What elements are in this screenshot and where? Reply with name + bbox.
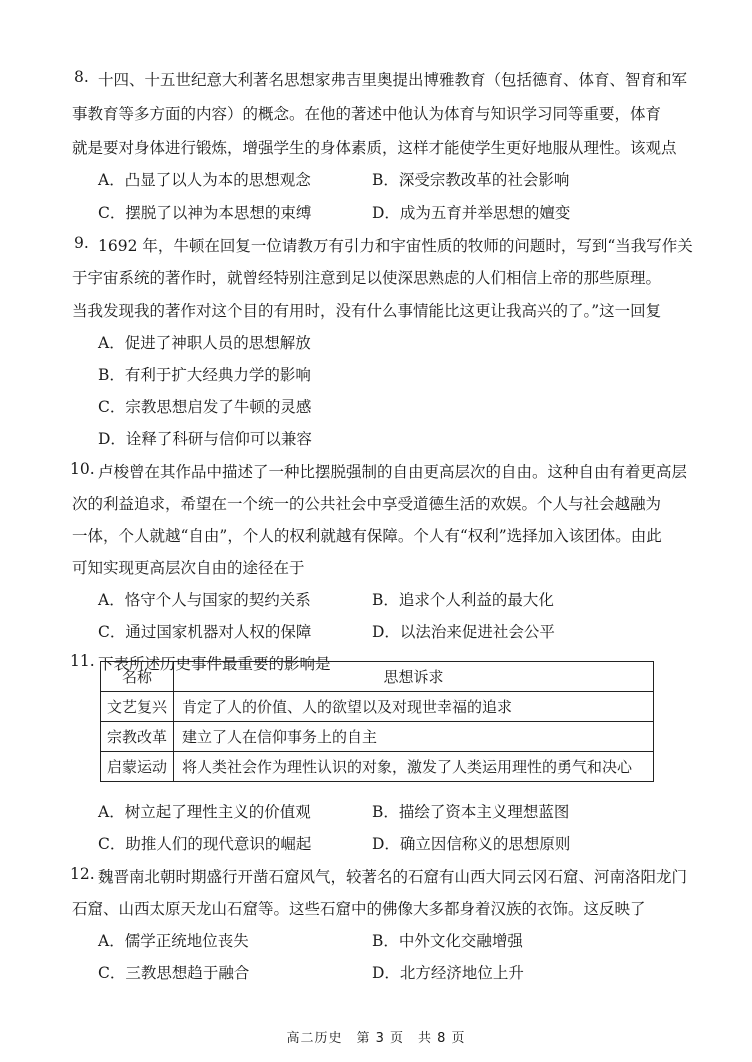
question-number: 9. — [74, 234, 89, 252]
option-c[interactable]: C．助推人们的现代意识的崛起 — [98, 835, 312, 853]
option-d[interactable]: D．以法治来促进社会公平 — [372, 623, 555, 641]
question-text-line: 魏晋南北朝时期盛行开凿石窟风气，较著名的石窟有山西大同云冈石窟、河南洛阳龙门 — [98, 868, 688, 886]
table-row — [101, 752, 654, 782]
option-b[interactable]: B．追求个人利益的最大化 — [372, 591, 554, 609]
option-b[interactable]: B．描绘了资本主义理想蓝图 — [372, 803, 570, 821]
page-footer: 高二历史 第 3 页 共 8 页 — [286, 1031, 466, 1046]
option-c[interactable]: C．通过国家机器对人权的保障 — [98, 623, 312, 641]
table-header-cell: 名称 — [101, 662, 174, 692]
option-a[interactable]: A．儒学正统地位丧失 — [98, 932, 249, 950]
option-a[interactable]: A．树立起了理性主义的价值观 — [98, 803, 311, 821]
option-c[interactable]: C．宗教思想启发了牛顿的灵感 — [98, 398, 312, 416]
option-d[interactable]: D．确立因信称义的思想原则 — [372, 835, 571, 853]
question-text-line: 1692 年，牛顿在回复一位请教万有引力和宇宙性质的牧师的问题时，写到“当我写作关 — [98, 237, 693, 255]
option-a[interactable]: A．凸显了以人为本的思想观念 — [98, 171, 311, 189]
question-text-line: 次的利益追求，希望在一个统一的公共社会中享受道德生活的欢娱。个人与社会越融为 — [72, 495, 662, 513]
option-a[interactable]: A．促进了神职人员的思想解放 — [98, 334, 311, 352]
option-a[interactable]: A．恪守个人与国家的契约关系 — [98, 591, 311, 609]
table-header-cell: 思想诉求 — [174, 662, 654, 692]
question-number: 10. — [70, 460, 95, 478]
question-number: 8. — [74, 68, 89, 86]
option-b[interactable]: B．深受宗教改革的社会影响 — [372, 171, 570, 189]
question-text-line: 一体，个人就越“自由”，个人的权利就越有保障。个人有“权利”选择加入该团体。由此 — [72, 527, 662, 545]
option-d[interactable]: D．成为五育并举思想的嬗变 — [372, 204, 571, 222]
option-d[interactable]: D．北方经济地位上升 — [372, 964, 524, 982]
table-row — [101, 722, 654, 752]
option-c[interactable]: C．三教思想趋于融合 — [98, 964, 250, 982]
question-text-line: 当我发现我的著作对这个目的有用时，没有什么事情能比这更让我高兴的了。”这一回复 — [72, 302, 662, 320]
question-text-line: 十四、十五世纪意大利著名思想家弗吉里奥提出博雅教育（包括德育、体育、智育和军 — [98, 71, 688, 89]
question-text-line: 卢梭曾在其作品中描述了一种比摆脱强制的自由更高层次的自由。这种自由有着更高层 — [98, 463, 688, 481]
question-text-line: 就是要对身体进行锻炼，增强学生的身体素质，这样才能使学生更好地服从理性。该观点 — [72, 139, 677, 157]
table-cell: 肯定了人的价值、人的欲望以及对现世幸福的追求 — [174, 692, 654, 722]
question-text-line: 可知实现更高层次自由的途径在于 — [72, 559, 305, 577]
question-text-line: 下表所述历史事件最重要的影响是 — [98, 655, 331, 673]
question-text-line: 于宇宙系统的著作时，就曾经特别注意到足以使深思熟虑的人们相信上帝的那些原理。 — [72, 269, 662, 287]
table-cell: 将人类社会作为理性认识的对象，激发了人类运用理性的勇气和决心 — [174, 752, 654, 782]
option-b[interactable]: B．有利于扩大经典力学的影响 — [98, 366, 311, 384]
question-text-line: 事教育等多方面的内容）的概念。在他的著述中他认为体育与知识学习同等重要，体育 — [72, 105, 662, 123]
table-cell: 文艺复兴 — [101, 692, 174, 722]
option-c[interactable]: C．摆脱了以神为本思想的束缚 — [98, 204, 312, 222]
question-number: 11. — [70, 652, 95, 670]
table-row — [101, 692, 654, 722]
table-header-row — [101, 662, 654, 692]
history-events-table — [100, 661, 654, 782]
table-cell: 宗教改革 — [101, 722, 174, 752]
question-text-line: 石窟、山西太原天龙山石窟等。这些石窟中的佛像大多都身着汉族的衣饰。这反映了 — [72, 900, 646, 918]
table-cell: 建立了人在信仰事务上的自主 — [174, 722, 654, 752]
table-cell: 启蒙运动 — [101, 752, 174, 782]
option-b[interactable]: B．中外文化交融增强 — [372, 932, 523, 950]
option-d[interactable]: D．诠释了科研与信仰可以兼容 — [98, 430, 312, 448]
question-number: 12. — [70, 865, 95, 883]
